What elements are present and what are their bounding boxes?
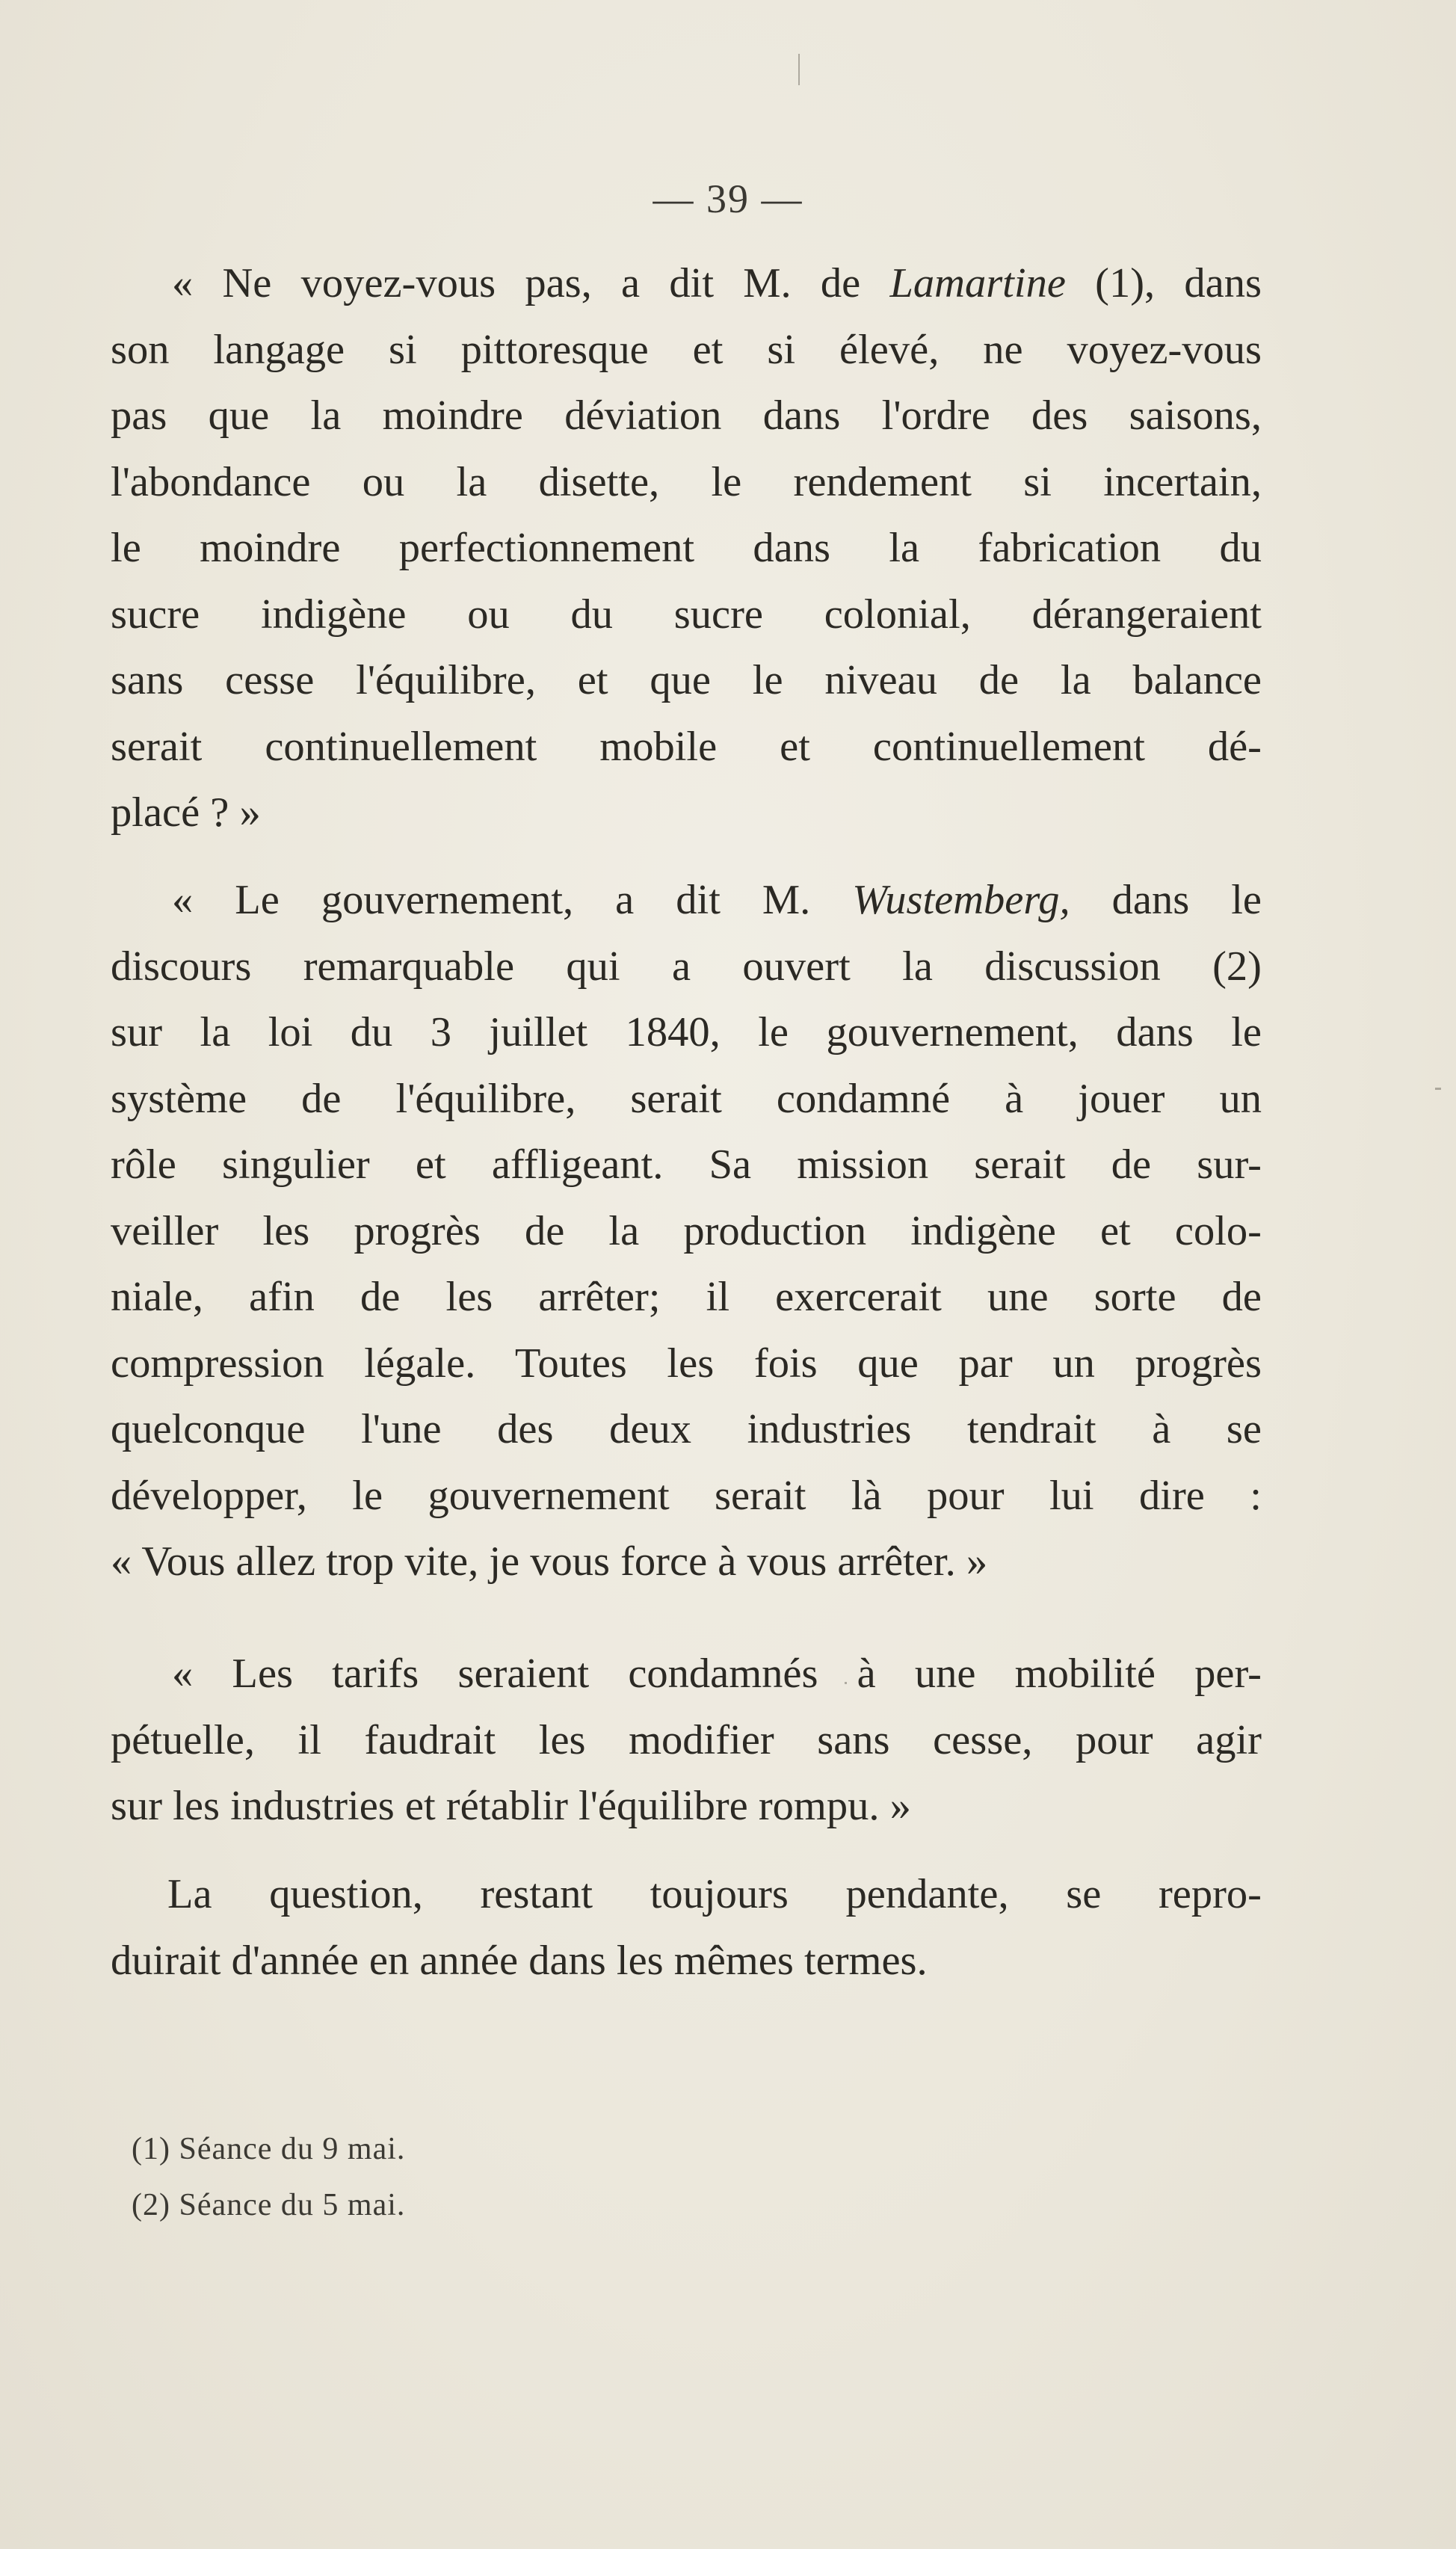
footnote: (2) Séance du 5 mai. — [132, 2188, 406, 2222]
text-line: niale, afin de les arrêter; il exercerait une sorte de — [111, 1274, 1262, 1320]
text-line: le moindre perfectionnement dans la fabrication du — [111, 525, 1262, 571]
text-line: sur la loi du 3 juillet 1840, le gouvernement, dans le — [111, 1009, 1262, 1055]
footnote: (1) Séance du 9 mai. — [132, 2132, 406, 2166]
paragraph — [111, 1861, 1262, 1994]
paper-speck — [798, 54, 800, 85]
italic-name: Wustemberg, — [852, 877, 1070, 923]
text-line: sans cesse l'équilibre, et que le niveau de la balance — [111, 657, 1262, 703]
text-line: « Le gouvernement, a dit M. Wustemberg, dans le — [172, 877, 1262, 923]
text-line: développer, le gouvernement serait là pour lui dire : — [111, 1472, 1262, 1519]
text-line: « Ne voyez-vous pas, a dit M. de Lamartine (1), dans — [172, 260, 1262, 306]
text-line: l'abondance ou la disette, le rendement si incertain, — [111, 458, 1262, 505]
paragraph — [111, 1641, 1262, 1840]
text-line: son langage si pittoresque et si élevé, ne voyez-vous — [111, 326, 1262, 373]
text-line: sur les industries et rétablir l'équilibre rompu. » — [111, 1783, 911, 1829]
paragraph — [111, 867, 1262, 1595]
text-line: veiller les progrès de la production indigène et colo- — [111, 1207, 1262, 1254]
text-line: duirait d'année en année dans les mêmes termes. — [111, 1937, 928, 1984]
text-line: pas que la moindre déviation dans l'ordre des saisons, — [111, 392, 1262, 439]
text-line: La question, restant toujours pendante, se repro- — [167, 1871, 1262, 1917]
text-line: discours remarquable qui a ouvert la discussion (2) — [111, 943, 1262, 990]
text-line: « Vous allez trop vite, je vous force à vous arrêter. » — [111, 1538, 988, 1585]
text-line: pétuelle, il faudrait les modifier sans cesse, pour agir — [111, 1716, 1262, 1763]
footnotes — [132, 2121, 405, 2234]
italic-name: Lamartine — [889, 260, 1066, 306]
text-line: « Les tarifs seraient condamnés à une mobilité per- — [172, 1650, 1262, 1697]
page-number: — 39 — — [653, 176, 803, 221]
text-line: quelconque l'une des deux industries tendrait à se — [111, 1406, 1262, 1452]
text-line: système de l'équilibre, serait condamné à jouer un — [111, 1075, 1262, 1122]
text-line: placé ? » — [111, 789, 261, 836]
text-line: compression légale. Toutes les fois que par un progrès — [111, 1340, 1262, 1387]
paper-speck — [1435, 1088, 1441, 1090]
text-line: rôle singulier et affligeant. Sa mission serait de sur- — [111, 1141, 1262, 1188]
text-line: serait continuellement mobile et continuellement dé- — [111, 723, 1262, 770]
paragraph — [111, 250, 1262, 846]
text-line: sucre indigène ou du sucre colonial, dérangeraient — [111, 591, 1262, 638]
